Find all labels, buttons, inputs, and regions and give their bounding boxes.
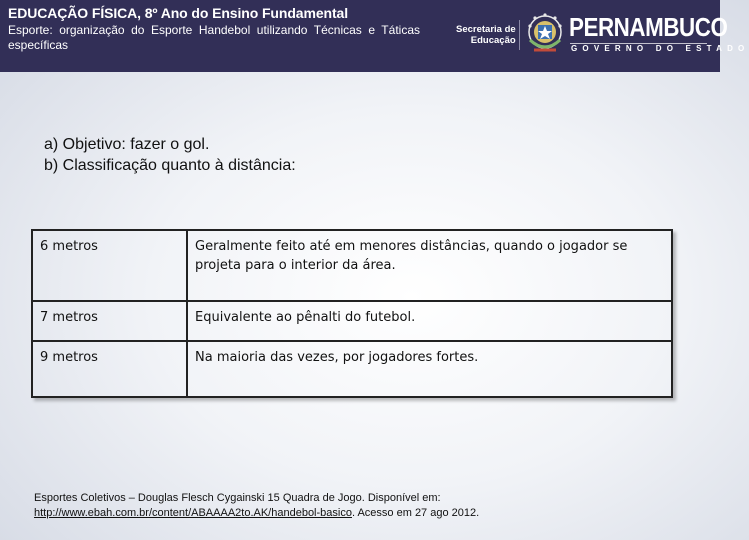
- pernambuco-logo-text: PERNAMBUCO: [569, 12, 728, 42]
- reference-link[interactable]: http://www.ebah.com.br/content/ABAAAA2to.AK/handebol-basico: [34, 507, 352, 519]
- table-row: [32, 230, 672, 301]
- objective-item: a) Objetivo: fazer o gol.: [44, 136, 210, 153]
- state-coat-of-arms-icon: [524, 10, 566, 60]
- page-subtitle: Esporte: organização do Esporte Handebol utilizando Técnicas e Táticas específicas: [8, 23, 420, 52]
- distance-cell: 6 metros: [32, 230, 187, 301]
- distance-cell: 7 metros: [32, 301, 187, 341]
- description-cell: Equivalente ao pênalti do futebol.: [187, 301, 672, 341]
- header-bar: [0, 0, 749, 72]
- content-intro: [44, 134, 296, 176]
- governo-estado-text: GOVERNO DO ESTADO: [571, 44, 749, 53]
- secretaria-logo-text: [456, 24, 516, 46]
- description-cell: Na maioria das vezes, por jogadores fortes.: [187, 341, 672, 397]
- secretaria-line-1: Secretaria de: [456, 24, 516, 35]
- reference-note: [34, 491, 479, 521]
- table-row: [32, 301, 672, 341]
- distance-cell: 9 metros: [32, 341, 187, 397]
- table-row: [32, 341, 672, 397]
- description-cell: Geralmente feito até em menores distâncias, quando o jogador se projeta para o interior da área.: [187, 230, 672, 301]
- page-title: EDUCAÇÃO FÍSICA, 8º Ano do Ensino Fundamental: [8, 5, 348, 21]
- classification-item: b) Classificação quanto à distância:: [44, 157, 296, 174]
- reference-text: Esportes Coletivos – Douglas Flesch Cygainski 15 Quadra de Jogo. Disponível em:: [34, 492, 441, 504]
- logo-divider: [519, 20, 520, 50]
- distance-table: [31, 229, 673, 398]
- reference-access-date: . Acesso em 27 ago 2012.: [351, 507, 480, 519]
- reference-line-2: [34, 506, 479, 521]
- secretaria-line-2: Educação: [470, 35, 516, 46]
